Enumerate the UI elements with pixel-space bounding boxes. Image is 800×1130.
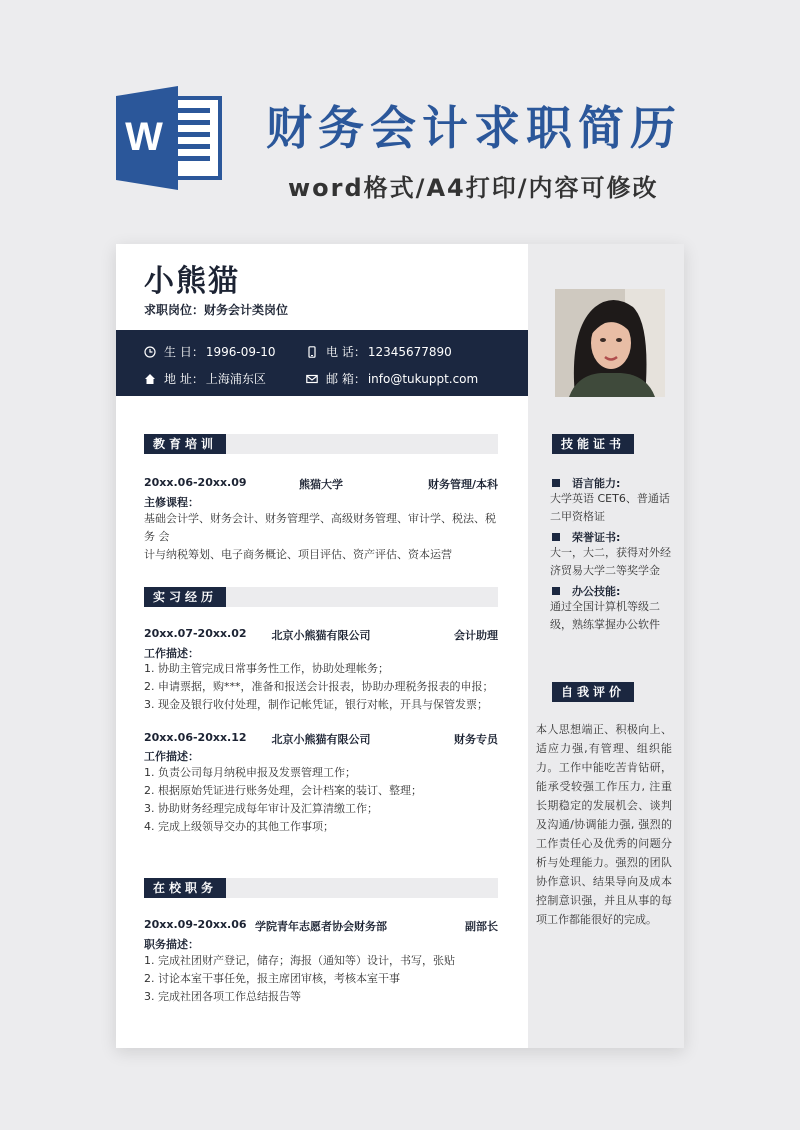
skill-language-text: 大学英语 CET6、普通话二甲资格证: [550, 492, 670, 523]
info-address-label: 地 址：: [164, 372, 204, 386]
info-phone-value: 12345677890: [367, 344, 452, 359]
skill-honor-title-text: 荣誉证书:: [572, 531, 621, 544]
internship-1-company: 北京小熊猫有限公司: [271, 629, 371, 642]
list-item: 1. 协助主管完成日常事务性工作，协助处理帐务；: [144, 662, 389, 675]
internship-2-title: 财务专员: [454, 733, 498, 746]
info-email-label: 邮 箱：: [326, 372, 366, 386]
skill-office-text: 通过全国计算机等级二级，熟练掌握办公软件: [550, 600, 660, 631]
job-target-value: 财务会计类岗位: [204, 303, 289, 317]
mail-icon: [306, 373, 318, 385]
campus-duties: [144, 952, 514, 1006]
list-item: 2. 根据原始凭证进行账务处理，会计档案的装订、整理；: [144, 784, 422, 797]
list-item: 1. 完成社团财产登记，储存；海报（通知等）设计，书写，张贴: [144, 954, 455, 967]
campus-desc-label: 职务描述：: [144, 938, 199, 951]
list-item: 2. 申请票据，购***，准备和报送会计报表，协助办理税务报表的申报；: [144, 680, 494, 693]
internship-1-duties: [144, 660, 514, 714]
internship-heading-label: 实习经历: [144, 587, 226, 607]
job-target: [144, 301, 288, 318]
info-email: [306, 370, 478, 387]
skill-office-title-text: 办公技能:: [572, 585, 621, 598]
skill-language-title: [552, 475, 620, 491]
home-icon: [144, 373, 156, 385]
education-period: 20xx.06-20xx.09: [144, 476, 247, 489]
education-heading-label: 教育培训: [144, 434, 226, 454]
info-address-value: 上海浦东区: [205, 372, 266, 386]
skill-honor-title: [552, 529, 620, 545]
skill-office-title: [552, 583, 620, 599]
internship-2-duties: [144, 764, 514, 836]
clock-icon: [144, 346, 156, 358]
list-item: 2. 讨论本室干事任免，报主席团审核，考核本室干事: [144, 972, 400, 985]
internship-2-company: 北京小熊猫有限公司: [271, 733, 371, 746]
info-phone: [306, 343, 452, 360]
candidate-name: 小熊猫: [144, 264, 240, 299]
bullet-square-icon: [552, 479, 560, 487]
courses-label: 主修课程：: [144, 496, 199, 509]
self-eval-text: 本人思想端正、积极向上、适应力强,有管理、组织能力。工作中能吃苦肯钻研，能承受较强工作压力, 注重长期稳定的发展机会、谈判及沟通/协调能力强, 强烈的工作责任心及优秀的问题分析与处理能力。强烈的团队协作意识、结果导向及成本控制意识强，并且从事的每项工作都能很好的完成。: [536, 723, 672, 926]
job-target-label: 求职岗位：: [144, 303, 205, 317]
list-item: 4. 完成上级领导交办的其他工作事项；: [144, 820, 334, 833]
courses-line-2: 计与纳税筹划、电子商务概论、项目评估、资产评估、资本运营: [144, 548, 452, 561]
courses-text: [144, 510, 504, 564]
campus-org: 学院青年志愿者协会财务部: [255, 920, 387, 933]
internship-heading: [144, 587, 498, 607]
education-major: 财务管理/本科: [427, 478, 498, 491]
list-item: 1. 负责公司每月纳税申报及发票管理工作；: [144, 766, 356, 779]
campus-period: 20xx.09-20xx.06: [144, 918, 247, 931]
internship-2-period: 20xx.06-20xx.12: [144, 731, 247, 744]
education-heading: [144, 434, 498, 454]
skill-honor-text: 大一，大二，获得对外经济贸易大学二等奖学金: [550, 546, 671, 577]
campus-heading-label: 在校职务: [144, 878, 226, 898]
campus-heading: [144, 878, 498, 898]
info-address: [144, 370, 266, 387]
info-birthday: [144, 343, 276, 360]
courses-line-1: 基础会计学、财务会计、财务管理学、高级财务管理、审计学、税法、税务 会: [144, 512, 496, 543]
word-logo: [116, 86, 224, 190]
info-email-value: info@tukuppt.com: [367, 371, 479, 386]
bullet-square-icon: [552, 533, 560, 541]
campus-role: 副部长: [465, 920, 498, 933]
profile-photo: [555, 289, 665, 397]
list-item: 3. 现金及银行收付处理，制作记帐凭证，银行对帐，开具与保管发票；: [144, 698, 488, 711]
internship-1-desc-label: 工作描述：: [144, 647, 199, 660]
list-item: 3. 协助财务经理完成每年审计及汇算清缴工作；: [144, 802, 378, 815]
bullet-square-icon: [552, 587, 560, 595]
self-eval-heading: 自我评价: [552, 682, 634, 702]
internship-1-period: 20xx.07-20xx.02: [144, 627, 247, 640]
phone-icon: [306, 346, 318, 358]
info-birthday-value: 1996-09-10: [205, 344, 276, 359]
internship-2-desc-label: 工作描述：: [144, 750, 199, 763]
info-phone-label: 电 话：: [326, 345, 366, 359]
list-item: 3. 完成社团各项工作总结报告等: [144, 990, 301, 1003]
banner-subtitle: word格式/A4打印/内容可修改: [288, 174, 659, 202]
resume-sheet: [116, 244, 684, 1048]
contact-info-bar: [116, 330, 528, 396]
education-school: 熊猫大学: [299, 478, 343, 491]
skills-heading: 技能证书: [552, 434, 634, 454]
word-logo-letter: W: [125, 115, 163, 159]
info-birthday-label: 生 日：: [164, 345, 204, 359]
skill-language-title-text: 语言能力:: [572, 477, 621, 490]
internship-1-title: 会计助理: [454, 629, 498, 642]
banner-title: 财务会计求职简历: [266, 101, 682, 155]
